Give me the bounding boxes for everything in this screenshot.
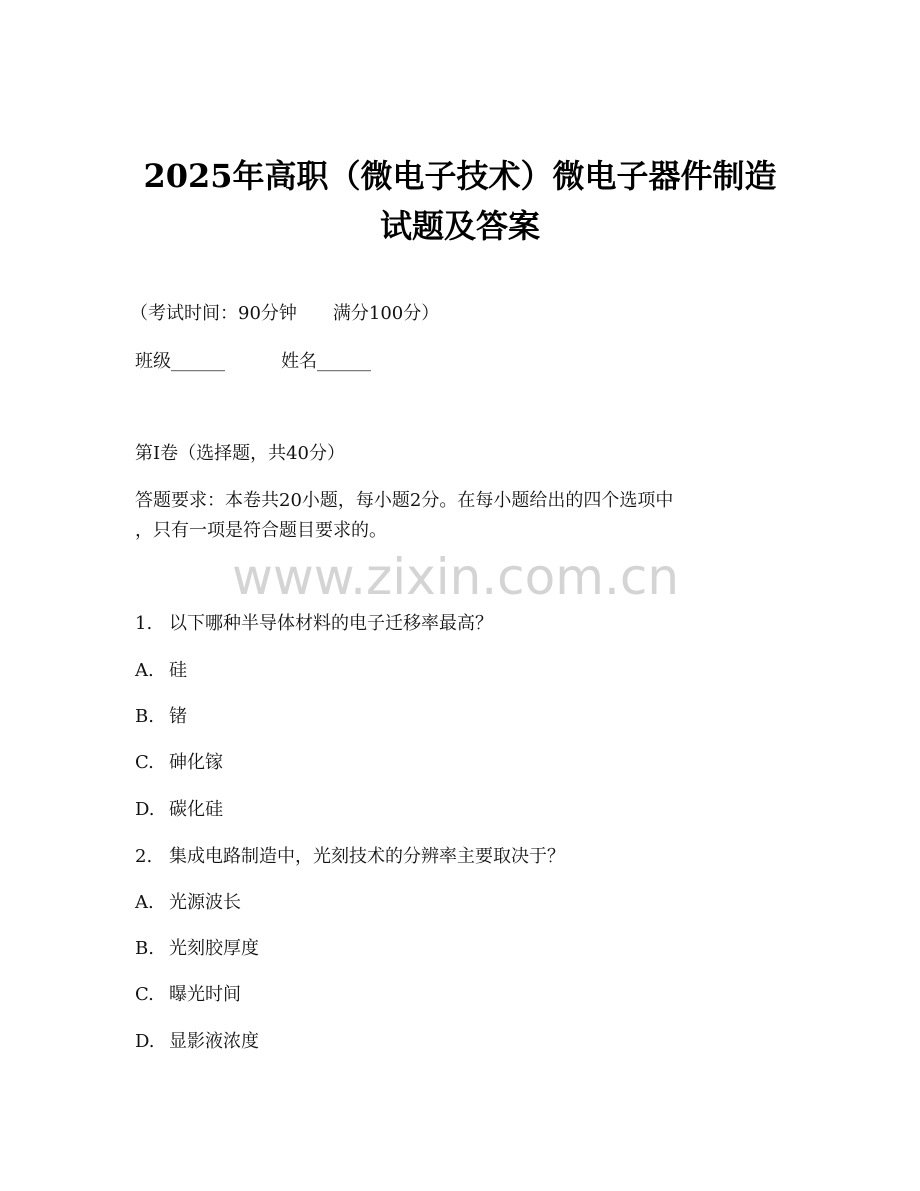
- option-text: 光源波长: [169, 892, 241, 913]
- option-letter: D.: [135, 1031, 155, 1052]
- option-text: 光刻胶厚度: [169, 938, 259, 959]
- option-letter: A.: [135, 660, 154, 681]
- option-text: 显影液浓度: [169, 1031, 259, 1052]
- question-1-option-d: [135, 798, 223, 822]
- option-text: 锗: [169, 706, 187, 727]
- name-label: 姓名______: [281, 351, 371, 372]
- question-number: 1.: [135, 613, 153, 634]
- question-2: [135, 845, 565, 869]
- question-1-option-b: [135, 705, 187, 729]
- student-info-row: [135, 350, 371, 374]
- document-title-line-2: 试题及答案: [379, 207, 540, 245]
- option-letter: C.: [135, 984, 154, 1005]
- option-letter: C.: [135, 752, 154, 773]
- option-letter: B.: [135, 706, 154, 727]
- section-title: 第I卷（选择题，共40分）: [135, 443, 346, 464]
- question-1-option-c: [135, 751, 223, 775]
- question-2-option-a: [135, 891, 241, 915]
- option-letter: D.: [135, 799, 155, 820]
- document-title-line-1: 2025年高职（微电子技术）微电子器件制造: [143, 157, 777, 195]
- exam-info: （考试时间：90分钟 满分100分）: [130, 303, 440, 324]
- question-text: 以下哪种半导体材料的电子迁移率最高？: [169, 613, 493, 634]
- question-2-option-c: [135, 983, 241, 1007]
- question-number: 2.: [135, 846, 153, 867]
- requirement-line-1: 答题要求：本卷共20小题，每小题2分。在每小题给出的四个选项中: [135, 490, 674, 511]
- question-1-option-a: [135, 659, 187, 683]
- option-letter: A.: [135, 892, 154, 913]
- option-text: 曝光时间: [169, 984, 241, 1005]
- question-1: [135, 612, 493, 636]
- option-text: 砷化镓: [169, 752, 223, 773]
- option-text: 碳化硅: [169, 799, 223, 820]
- option-text: 硅: [169, 660, 187, 681]
- class-label: 班级______: [135, 351, 225, 372]
- requirement-line-2: ，只有一项是符合题目要求的。: [135, 520, 387, 541]
- question-2-option-b: [135, 937, 259, 961]
- watermark: www.zixin.com.cn: [232, 548, 680, 606]
- question-text: 集成电路制造中，光刻技术的分辨率主要取决于？: [169, 846, 565, 867]
- option-letter: B.: [135, 938, 154, 959]
- question-2-option-d: [135, 1030, 259, 1054]
